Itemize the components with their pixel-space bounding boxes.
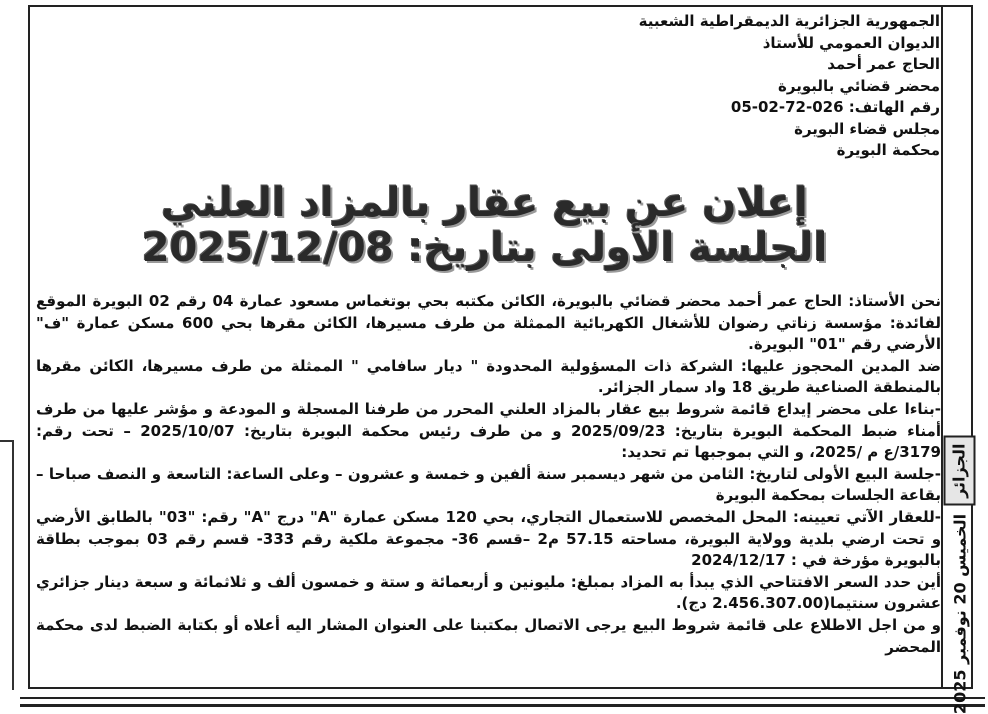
body-line: أين حدد السعر الافتتاحي الذي يبدأ به المزاد بمبلغ: مليونين و أربعمائة و ستة و خمسون ألف و ثلاثمائة و سبعة دينار جزائري	[36, 572, 941, 591]
body-line: أمناء ضبط المحكمة البويرة بتاريخ: 2025/09/23 و من طرف رئيس محكمة البويرة بتاريخ: 2025/10/07 – تحت رقم:	[36, 421, 941, 440]
section-label: الجزائر	[943, 435, 975, 505]
body-line: -جلسة البيع الأولى لتاريخ: الثامن من شهر ديسمبر سنة ألفين و خمسة و عشرون – وعلى الساعة: التاسعة و النصف صباحا –	[36, 464, 941, 483]
body-line: بقاعة الجلسات بمحكمة البويرة	[715, 486, 941, 505]
body-line: لفائدة: مؤسسة زناتي رضوان للأشغال الكهربائية الممثلة من طرف مسيرها، الكائن مقرها بحي 600 مسكن عمارة "ف"	[36, 313, 941, 332]
bottom-rule	[20, 697, 985, 707]
notice-body	[36, 291, 941, 658]
notice-title: إعلان عن بيع عقار بالمزاد العلني	[161, 180, 808, 226]
header-line-name: الحاج عمر أحمد	[827, 55, 940, 73]
page-side-strip	[943, 435, 975, 714]
header-line-court: محكمة البويرة	[836, 141, 940, 159]
body-line: بالمنطقة الصناعية طريق 18 واد سمار الجزائر.	[597, 378, 941, 397]
body-line: بالبويرة مؤرخة في : 2024/12/17	[691, 551, 941, 570]
header-line-phone: رقم الهاتف: 026-72-02-05	[730, 98, 940, 116]
body-line: -بناءا على محضر إيداع قائمة شروط بيع عقار بالمزاد العلني المحرر من طرفنا المسجلة و المودعة و مؤشر عليها من طرف	[36, 399, 941, 418]
body-line: و تحت ارضي بلدية وولاية البويرة، مساحته 57.15 م2 –قسم 36- مجموعة ملكية رقم 333- قسم رقم 03 بموجب بطاقة	[36, 529, 941, 548]
header-line-council: مجلس قضاء البويرة	[794, 119, 940, 138]
adjacent-column-edge	[0, 440, 14, 690]
body-signature: المحضر	[885, 637, 941, 656]
body-line: الأرضي رقم "01" البويرة.	[748, 335, 941, 354]
notice-session-date: الجلسة الأولى بتاريخ: 2025/12/08	[141, 225, 828, 271]
body-line: -للعقار الآتي تعيينه: المحل المخصص للاستعمال التجاري، بحي 120 مسكن عمارة "A" درج "A" رقم: "03" بالطابق الأرضي	[36, 507, 941, 526]
body-line: 3179/ع م /2025، و التي بموجبها تم تحديد:	[621, 443, 941, 462]
notice-header	[620, 11, 940, 162]
header-line-office: الديوان العمومي للأستاذ	[762, 33, 940, 52]
header-line-country: الجمهورية الجزائرية الديمقراطية الشعبية	[638, 12, 940, 30]
issue-date: الخميس 20 نوفمبر 2025	[949, 513, 969, 714]
body-line: عشرون سنتيما(2.456.307.00 دج).	[675, 594, 941, 613]
body-line: ضد المدين المحجوز عليها: الشركة ذات المسؤولية المحدودة " ديار سافامي " الممثلة من طرف مسيرها، الكائن مقرها	[36, 356, 941, 375]
body-line: نحن الأستاذ: الحاج عمر أحمد محضر قضائي بالبويرة، الكائن مكتبه بحي بوتغماس مسعود عمارة 04 رقم 02 البويرة الموقع	[36, 292, 941, 310]
header-line-role: محضر قضائي بالبويرة	[778, 76, 940, 95]
body-line: و من اجل الاطلاع على قائمة شروط البيع يرجى الاتصال بمكتبنا على العنوان المشار اليه أعلاه أو بكتابة الضبط لدى محكمة	[36, 615, 941, 634]
